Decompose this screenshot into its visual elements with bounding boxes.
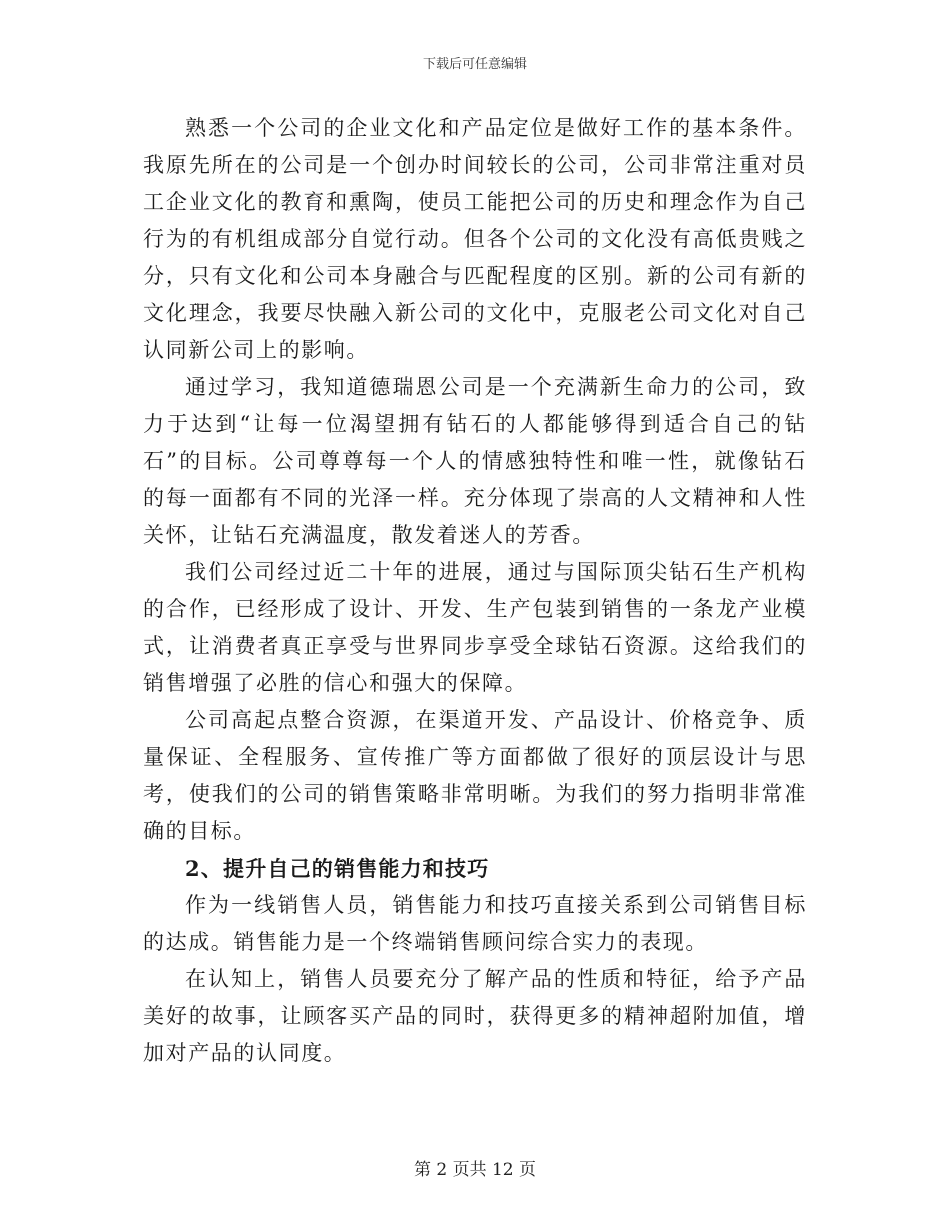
section-heading: 2、提升自己的销售能力和技巧 [185,856,490,881]
paragraph-product-knowledge: 在认知上，销售人员要充分了解产品的性质和特征，给予产品美好的故事，让顾客买产品的同时，获得更多的精神超附加值，增加对产品的认同度。 [143,967,807,1065]
paragraph-company-mission: 通过学习，我知道德瑞恩公司是一个充满新生命力的公司，致力于达到“让每一位渴望拥有钻石的人都能够得到适合自己的钻石”的目标。公司尊尊每一个人的情感独特性和唯一性，就像钻石的每一面都有不同的光泽一样。充分体现了崇高的人文精神和人性关怀，让钻石充满温度，散发着迷人的芳香。 [143,375,807,547]
document-body [143,110,807,1072]
paragraph-company-strategy: 公司高起点整合资源，在渠道开发、产品设计、价格竞争、质量保证、全程服务、宣传推广等方面都做了很好的顶层设计与思考，使我们的公司的销售策略非常明晰。为我们的努力指明非常准确的目标。 [143,708,807,843]
page-number: 第 2 页共 12 页 [413,1160,537,1180]
paragraph-sales-ability: 作为一线销售人员，销售能力和技巧直接关系到公司销售目标的达成。销售能力是一个终端销售顾问综合实力的表现。 [143,893,807,954]
paragraph-company-culture: 熟悉一个公司的企业文化和产品定位是做好工作的基本条件。我原先所在的公司是一个创办时间较长的公司，公司非常注重对员工企业文化的教育和熏陶，使员工能把公司的历史和理念作为自己行为的有机组成部分自觉行动。但各个公司的文化没有高低贵贱之分，只有文化和公司本身融合与匹配程度的区别。新的公司有新的文化理念，我要尽快融入新公司的文化中，克服老公司文化对自己认同新公司上的影响。 [143,116,807,362]
page-header: 下载后可任意编辑 [422,57,527,72]
paragraph-company-history: 我们公司经过近二十年的进展，通过与国际顶尖钻石生产机构的合作，已经形成了设计、开发、生产包装到销售的一条龙产业模式，让消费者真正享受与世界同步享受全球钻石资源。这给我们的销售增强了必胜的信心和强大的保障。 [143,560,807,695]
